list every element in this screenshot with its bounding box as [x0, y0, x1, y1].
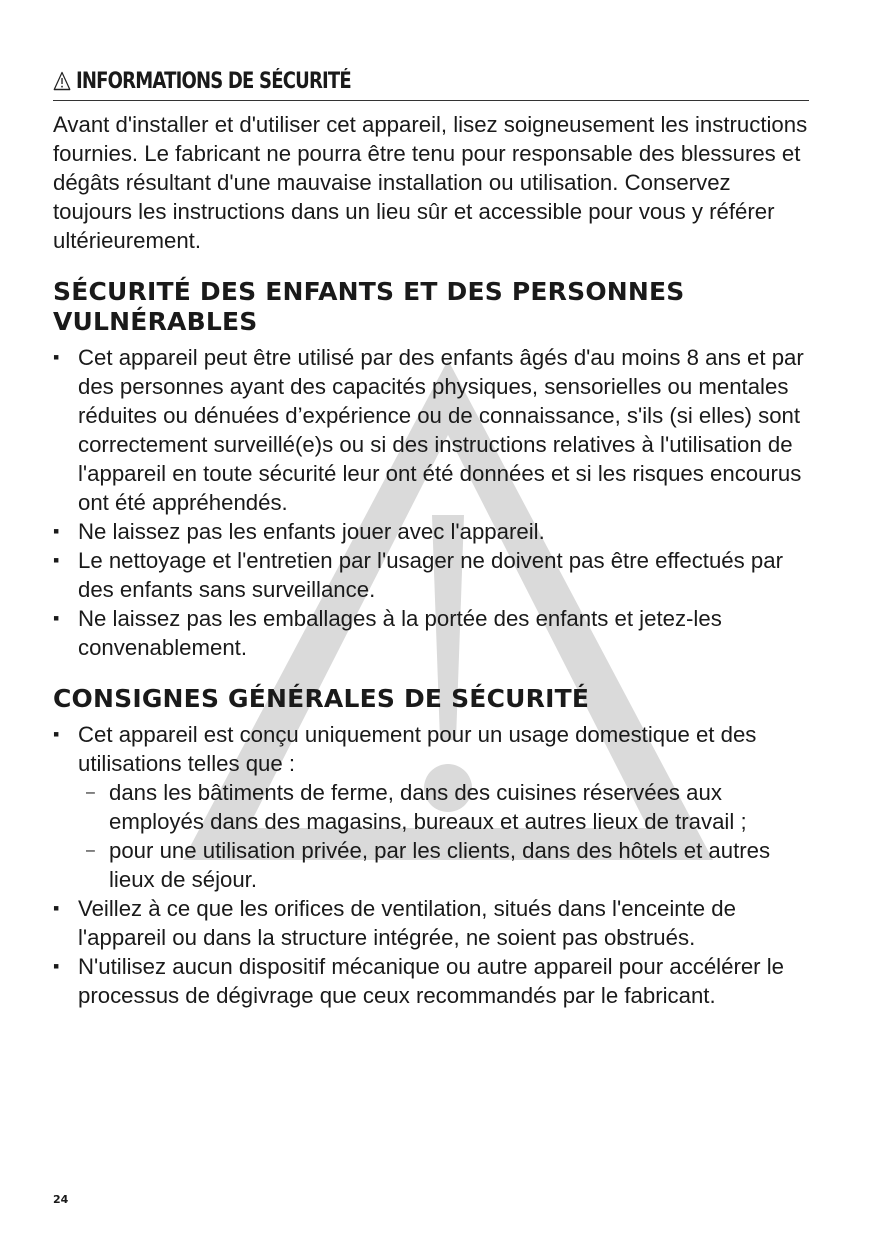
list-item: [53, 517, 813, 546]
list-item: [53, 546, 813, 604]
list-item: [53, 894, 813, 952]
list-item-text: Le nettoyage et l'entretien par l'usager ne doivent pas être effectués par des enfants sans surveillance.: [78, 548, 783, 602]
list-item: [53, 720, 813, 894]
intro-paragraph: Avant d'installer et d'utiliser cet appareil, lisez soigneusement les instructions fournies. Le fabricant ne pourra être tenu pour responsable des blessures et dégâts résultant d'une mauvaise installation ou utilisation. Conservez toujours les instructions dans un lieu sûr et accessible pour vous y référer ultérieurement.: [53, 112, 808, 253]
list-item-text: Ne laissez pas les emballages à la portée des enfants et jetez-les convenablement.: [78, 606, 722, 660]
sub-list-item: [78, 836, 813, 894]
bullet-marker: ▪: [53, 550, 60, 570]
list-item-text: N'utilisez aucun dispositif mécanique ou autre appareil pour accélérer le processus de dégivrage que ceux recommandés par le fabricant.: [78, 954, 785, 1008]
sub-list-item-text: dans les bâtiments de ferme, dans des cuisines réservées aux employés dans des magasins, bureaux et autres lieux de travail ;: [109, 780, 747, 834]
page-number: 24: [53, 1193, 69, 1206]
section-heading-general: CONSIGNES GÉNÉRALES DE SÉCURITÉ: [53, 684, 590, 713]
warning-triangle-icon: [53, 71, 71, 91]
section-heading-children: SÉCURITÉ DES ENFANTS ET DES PERSONNES VULNÉRABLES: [53, 277, 685, 336]
list-item-text: Veillez à ce que les orifices de ventilation, situés dans l'enceinte de l'appareil ou dans la structure intégrée, ne soient pas obstrués.: [78, 896, 736, 950]
list-item-text: Cet appareil est conçu uniquement pour un usage domestique et des utilisations telles que :: [78, 722, 757, 776]
sub-list-item: [78, 778, 813, 836]
bullet-marker: ▪: [53, 608, 60, 628]
title-divider: [53, 100, 809, 101]
page-title-text: INFORMATIONS DE SÉCURITÉ: [75, 68, 351, 94]
bullet-marker: ▪: [53, 956, 60, 976]
list-item: [53, 343, 813, 517]
list-item-text: Cet appareil peut être utilisé par des enfants âgés d'au moins 8 ans et par des personnes ayant des capacités physiques, sensorielles ou mentales réduites ou dénuées d’expérience ou de connaissance, s'ils (si elles) sont correctement surveillé(e)s ou si des instructions relatives à l'utilisation de l'appareil en toute sécurité leur ont été données et si les risques encourus ont été appréhendés.: [78, 345, 804, 515]
list-item: [53, 604, 813, 662]
sub-list-item-text: pour une utilisation privée, par les clients, dans des hôtels et autres lieux de séjour.: [109, 838, 771, 892]
bullet-marker: ▪: [53, 724, 60, 744]
list-item-text: Ne laissez pas les enfants jouer avec l'appareil.: [78, 519, 545, 544]
children-safety-list: [53, 343, 813, 662]
general-safety-list: [53, 720, 813, 1010]
safety-document: [53, 64, 813, 1010]
usage-sublist: [78, 778, 813, 894]
bullet-marker: ▪: [53, 898, 60, 918]
bullet-marker: ▪: [53, 347, 60, 367]
page-title: [53, 64, 676, 98]
list-item: [53, 952, 813, 1010]
dash-marker: –: [86, 842, 95, 859]
bullet-marker: ▪: [53, 521, 60, 541]
dash-marker: –: [86, 784, 95, 801]
